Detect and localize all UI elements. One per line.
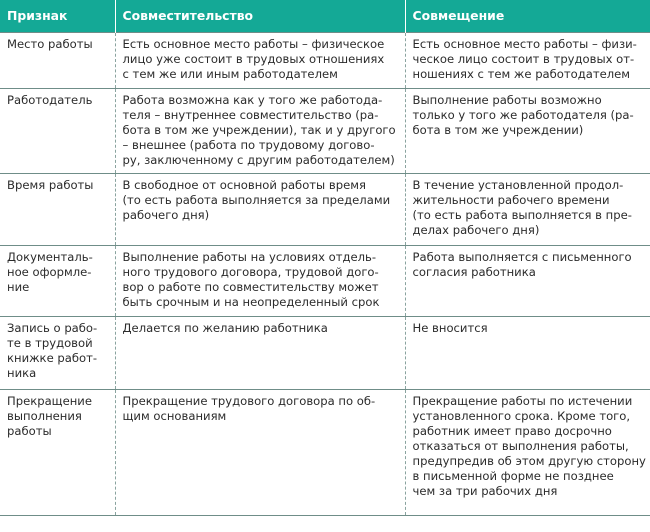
cell-text: Прекращение выполнения работы <box>7 393 92 438</box>
combination-cell <box>115 173 405 245</box>
feature-cell <box>0 173 115 245</box>
feature-cell <box>0 389 115 515</box>
table-row <box>0 245 650 316</box>
cell-text: Работодатель <box>7 92 93 107</box>
feature-cell <box>0 316 115 389</box>
header-row <box>0 0 650 32</box>
merging-cell <box>405 245 650 316</box>
cell-text: Не вносится <box>412 320 488 335</box>
combination-cell <box>115 316 405 389</box>
header-combination: Совместительство <box>115 0 405 32</box>
cell-text: Есть основное место работы – физическое лицо уже состоит в трудовых отношениях с тем же или иным работодателем <box>122 36 385 81</box>
merging-cell <box>405 32 650 88</box>
cell-text: Делается по желанию работника <box>122 320 328 335</box>
cell-text: Запись о рабо- те в трудовой книжке работ- ника <box>7 320 98 380</box>
table-row <box>0 173 650 245</box>
table-row <box>0 32 650 88</box>
table-row <box>0 88 650 173</box>
combination-cell <box>115 245 405 316</box>
cell-text: В свободное от основной работы время (то есть работа выполняется за пределами рабочего дня) <box>122 177 391 222</box>
combination-cell <box>115 389 405 515</box>
cell-text: Выполнение работы на условиях отдель- ного трудового договора, трудовой дого- вор о работе по совместительству может быть срочным и на неопределенный срок <box>122 249 380 309</box>
table-body <box>0 32 650 515</box>
cell-text: В течение установленной продол- жительности рабочего времени (то есть работа выполняется в пре- делах рабочего дня) <box>412 177 632 237</box>
cell-text: Документаль- ное оформле- ние <box>7 249 93 294</box>
cell-text: Работа возможна как у того же работода- теля – внутреннее совместительство (ра- бота в том же учреждении), так и у другого – внешнее (работа по трудовому догово- ру, заключенному с другим работодателем) <box>122 92 396 167</box>
cell-text: Прекращение работы по истечении установленного срока. Кроме того, работник имеет право досрочно отказаться от выполнения работы, предупредив об этом другую сторону в письменной форме не позднее чем за три рабочих дня <box>412 393 646 498</box>
merging-cell <box>405 173 650 245</box>
cell-text: Место работы <box>7 36 93 51</box>
merging-cell <box>405 88 650 173</box>
header-merging: Совмещение <box>412 8 505 24</box>
cell-text: Выполнение работы возможно только у того же работодателя (ра- бота в том же учреждении) <box>412 92 634 137</box>
feature-cell <box>0 32 115 88</box>
merging-cell <box>405 389 650 515</box>
feature-cell <box>0 245 115 316</box>
cell-text: Прекращение трудового договора по об- щим основаниям <box>122 393 376 423</box>
cell-text: Есть основное место работы – физи- ческое лицо состоит в трудовых от- ношениях с тем же работодателем <box>412 36 637 81</box>
combination-cell <box>115 88 405 173</box>
cell-text: Работа выполняется с письменного согласия работника <box>412 249 632 279</box>
cell-text: Время работы <box>7 177 94 192</box>
merging-cell <box>405 316 650 389</box>
table-row <box>0 316 650 389</box>
feature-cell <box>0 88 115 173</box>
combination-cell <box>115 32 405 88</box>
header-feature: Признак <box>0 0 115 32</box>
table-header <box>0 0 650 32</box>
table-row <box>0 389 650 515</box>
